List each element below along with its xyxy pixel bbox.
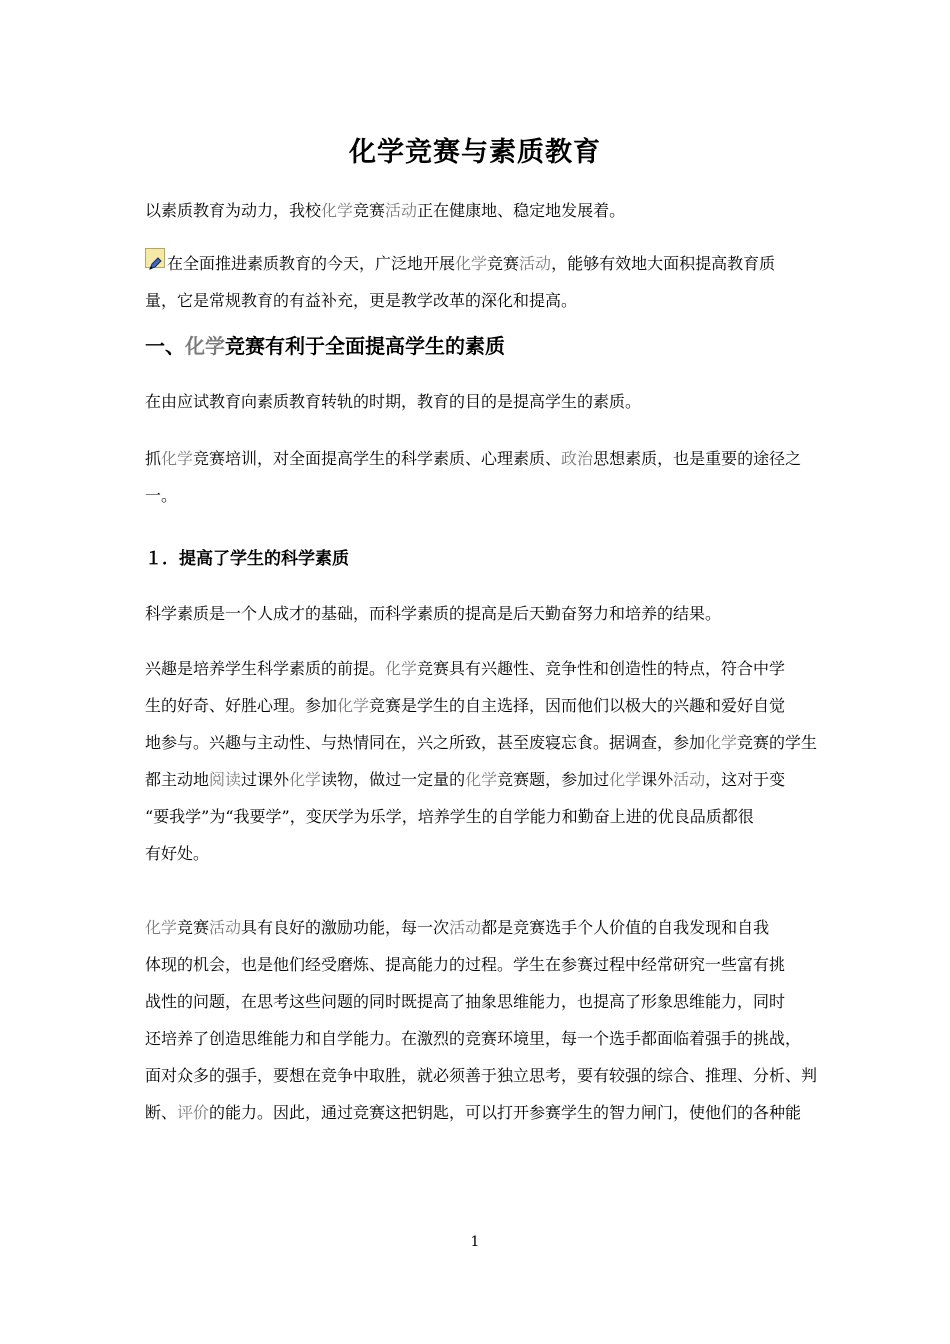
text: 具有良好的激励功能，每一次	[241, 918, 450, 937]
text: 都主动地	[145, 770, 210, 789]
link-activity[interactable]: 活动	[519, 254, 552, 273]
link-activity[interactable]: 活动	[673, 770, 706, 789]
link-chemistry[interactable]: 化学	[289, 770, 322, 789]
text: 竞赛题，参加过	[497, 770, 610, 789]
paragraph-2	[145, 245, 815, 319]
subsection-heading-1: １．提高了学生的科学素质	[145, 549, 349, 569]
text-line: 还培养了创造思维能力和自学能力。在激烈的竞赛环境里，每一个选手都面临着强手的挑战，	[145, 1029, 802, 1048]
document-title: 化学竞赛与素质教育	[349, 137, 601, 168]
text: 在全面推进素质教育的今天，广泛地开展	[167, 254, 456, 273]
text: 竞赛培训，对全面提高学生的科学素质、心理素质、	[193, 449, 562, 468]
text: 竞赛的学生	[737, 733, 818, 752]
link-chemistry[interactable]: 化学	[185, 334, 225, 358]
text: ，这对于变	[705, 770, 786, 789]
link-activity[interactable]: 活动	[209, 918, 242, 937]
text: 竞赛具有兴趣性、竞争性和创造性的特点，符合中学	[417, 659, 786, 678]
text: 地参与。兴趣与主动性、与热情同在，兴之所致，甚至废寝忘食。据调查，参加	[145, 733, 706, 752]
intro-paragraph	[145, 192, 815, 229]
text-line: 面对众多的强手，要想在竞争中取胜，就必须善于独立思考，要有较强的综合、推理、分析、判	[145, 1066, 818, 1085]
text: 过课外	[241, 770, 290, 789]
link-evaluation[interactable]: 评价	[177, 1103, 210, 1122]
paragraph-3	[145, 383, 815, 420]
link-reading[interactable]: 阅读	[209, 770, 242, 789]
text-line: 在由应试教育向素质教育转轨的时期，教育的目的是提高学生的素质。	[145, 392, 642, 411]
link-activity[interactable]: 活动	[385, 201, 418, 220]
text-line: 战性的问题，在思考这些问题的同时既提高了抽象思维能力，也提高了形象思维能力，同时	[145, 992, 786, 1011]
link-chemistry[interactable]: 化学	[705, 733, 738, 752]
text: 正在健康地、稳定地发展着。	[417, 201, 626, 220]
paragraph-4	[145, 440, 815, 514]
text-line: 科学素质是一个人成才的基础，而科学素质的提高是后天勤奋努力和培养的结果。	[145, 604, 722, 623]
link-chemistry[interactable]: 化学	[161, 449, 194, 468]
paragraph-5	[145, 595, 815, 632]
section-heading-1	[145, 330, 505, 359]
paragraph-6	[145, 650, 818, 872]
text: 竞赛	[177, 918, 210, 937]
link-chemistry[interactable]: 化学	[321, 201, 354, 220]
link-chemistry[interactable]: 化学	[145, 918, 178, 937]
link-activity[interactable]: 活动	[449, 918, 482, 937]
text-line: “要我学”为“我要学”，变厌学为乐学，培养学生的自学能力和勤奋上进的优良品质都很	[145, 807, 754, 826]
page-number: 1	[470, 1234, 480, 1250]
text: 思想素质，也是重要的途径之	[593, 449, 802, 468]
text: 读物，做过一定量的	[321, 770, 466, 789]
text-line: 一。	[145, 486, 178, 505]
text: 竞赛是学生的自主选择，因而他们以极大的兴趣和爱好自觉	[369, 696, 786, 715]
text: 竞赛	[353, 201, 386, 220]
link-chemistry[interactable]: 化学	[337, 696, 370, 715]
text: 生的好奇、好胜心理。参加	[145, 696, 338, 715]
text: 兴趣是培养学生科学素质的前提。	[145, 659, 386, 678]
text: 竞赛	[487, 254, 520, 273]
text-line: 体现的机会，也是他们经受磨炼、提高能力的过程。学生在参赛过程中经常研究一些富有挑	[145, 955, 786, 974]
link-chemistry[interactable]: 化学	[465, 770, 498, 789]
link-chemistry[interactable]: 化学	[609, 770, 642, 789]
link-chemistry[interactable]: 化学	[455, 254, 488, 273]
text: 的能力。因此，通过竞赛这把钥匙，可以打开参赛学生的智力闸门，使他们的各种能	[209, 1103, 802, 1122]
pencil-note-icon[interactable]	[145, 248, 165, 268]
heading-number: 一、	[145, 334, 185, 358]
text: ，能够有效地大面积提高教育质	[551, 254, 776, 273]
text-line: 量，它是常规教育的有益补充，更是教学改革的深化和提高。	[145, 291, 578, 310]
paragraph-7	[145, 909, 818, 1131]
text: 断、	[145, 1103, 178, 1122]
text: 课外	[641, 770, 674, 789]
text-line: 有好处。	[145, 844, 210, 863]
link-politics[interactable]: 政治	[561, 449, 594, 468]
heading-text: 竞赛有利于全面提高学生的素质	[225, 334, 505, 358]
link-chemistry[interactable]: 化学	[385, 659, 418, 678]
text: 抓	[145, 449, 162, 468]
text: 都是竞赛选手个人价值的自我发现和自我	[481, 918, 770, 937]
text: 以素质教育为动力，我校	[145, 201, 322, 220]
